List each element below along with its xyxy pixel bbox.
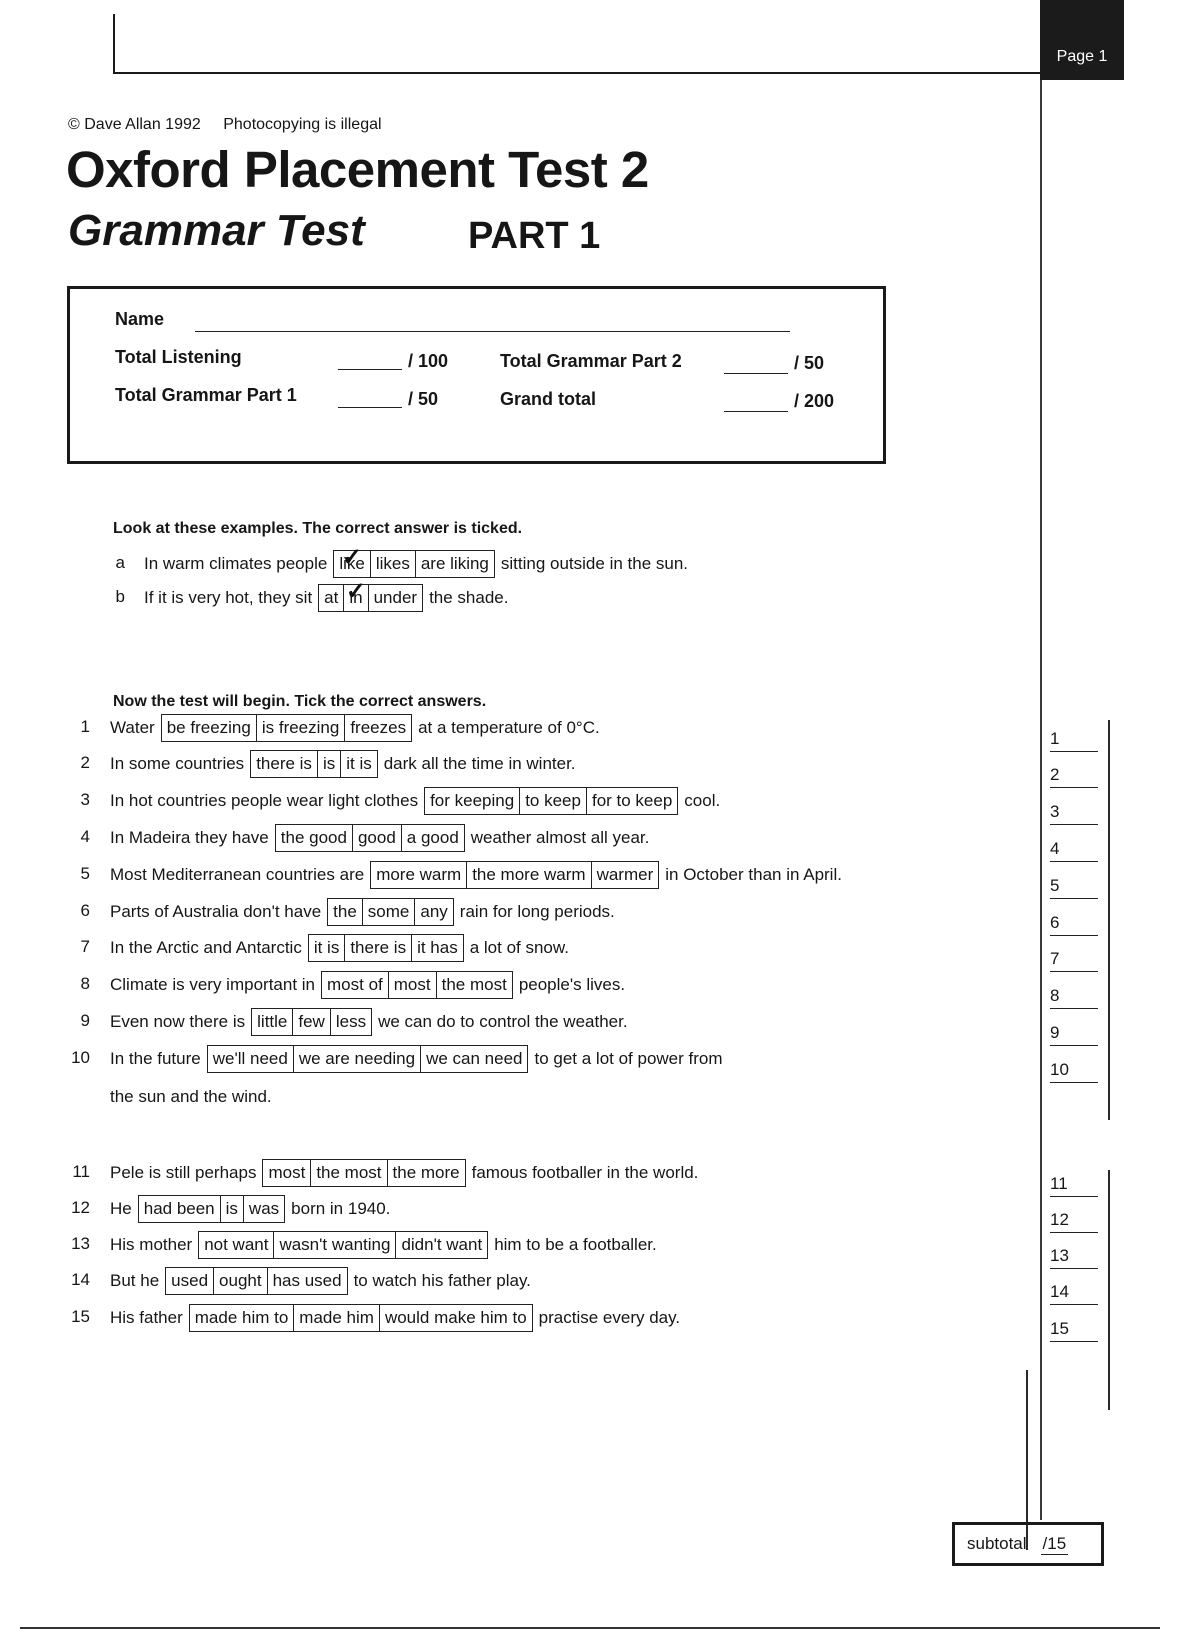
answer-option[interactable]: less [331,1008,372,1036]
answer-blank[interactable]: 12 [1050,1210,1098,1233]
question-number: 8 [80,974,90,993]
answer-option[interactable]: for keeping [424,787,520,815]
listening-field[interactable] [338,369,402,370]
question-row [110,897,615,927]
answer-option[interactable]: the [327,898,363,926]
answer-option[interactable]: the more warm [467,861,591,889]
question-stem: In the Arctic and Antarctic [110,938,302,957]
question-stem: In hot countries people wear light clothes [110,791,419,810]
answer-option[interactable]: is freezing [257,714,345,742]
question-row [110,823,649,853]
question-ending: weather almost all year. [470,828,650,847]
question-ending: in October than in April. [665,865,842,884]
test-instruction: Now the test will begin. Tick the correct answers. [113,693,487,710]
answer-option[interactable]: under [369,584,423,612]
answer-option[interactable]: is [221,1195,244,1223]
answer-options [198,1231,488,1259]
answer-option[interactable]: little [251,1008,293,1036]
answer-option[interactable]: be freezing [161,714,257,742]
answer-options [251,1008,372,1036]
answer-option[interactable]: there is [345,934,412,962]
example-label: a [115,553,125,572]
grand-total-max: / 200 [794,391,835,411]
question-number: 14 [71,1270,90,1289]
question-ending: practise every day. [538,1308,681,1327]
answer-option[interactable]: was [244,1195,285,1223]
answer-option[interactable]: any [415,898,453,926]
question-stem: He [110,1199,132,1218]
copyright-line [68,116,400,134]
answer-option[interactable]: to keep [520,787,587,815]
question-ending: to watch his father play. [353,1271,531,1290]
question-number: 4 [80,827,90,846]
answer-option[interactable]: didn't want [396,1231,488,1259]
question-ending: born in 1940. [291,1199,391,1218]
answer-option[interactable]: the most [311,1159,387,1187]
answer-options [424,787,678,815]
answer-blank[interactable]: 10 [1050,1060,1098,1083]
answer-option[interactable]: we'll need [207,1045,294,1073]
question-row [110,1303,680,1333]
answer-option[interactable]: few [293,1008,330,1036]
question-stem: If it is very hot, they sit [144,588,313,607]
header-corner-rule [113,14,115,74]
question-ending: rain for long periods. [459,902,615,921]
question-ending: famous footballer in the world. [471,1163,699,1182]
example-row [144,583,508,613]
question-stem: In warm climates people [144,554,328,573]
margin-rule [1040,80,1042,1520]
question-ending: people's lives. [518,975,626,994]
answer-blank[interactable]: 14 [1050,1282,1098,1305]
answer-option[interactable]: is [318,750,341,778]
answer-blank[interactable]: 4 [1050,839,1098,862]
question-row [110,933,569,963]
question-row [110,786,720,816]
question-number: 6 [80,901,90,920]
answer-option[interactable]: a good [402,824,465,852]
answer-blank[interactable]: 2 [1050,765,1098,788]
answer-option[interactable]: there is [250,750,318,778]
question-number: 12 [71,1198,90,1217]
question-row [110,970,625,1000]
answer-options [308,934,464,962]
answer-blank[interactable]: 15 [1050,1319,1098,1342]
question-number: 2 [80,753,90,772]
question-stem: Pele is still perhaps [110,1163,257,1182]
grammar2-max: / 50 [794,353,825,373]
answer-option[interactable]: in ✓ [344,584,368,612]
subtotal-value: /15 [1042,1533,1067,1553]
example-row [144,549,688,579]
grammar2-label: Total Grammar Part 2 [500,351,682,371]
page-tab: Page 1 [1040,0,1124,80]
grammar1-max: / 50 [408,389,439,409]
answer-column-rule [1108,720,1110,1120]
answer-blank[interactable]: 9 [1050,1023,1098,1046]
answer-blank[interactable]: 1 [1050,729,1098,752]
grand-total-label: Grand total [500,389,597,409]
answer-option[interactable]: would make him to [380,1304,533,1332]
answer-option[interactable]: has used [268,1267,348,1295]
question-ending: dark all the time in winter. [383,754,576,773]
grammar1-field[interactable] [338,407,402,408]
footer-rule [20,1627,1160,1629]
question-ending: at a temperature of 0°C. [418,718,600,737]
answer-options [321,971,513,999]
answer-options [370,861,659,889]
test-subtitle: Grammar Test [68,206,365,255]
answer-option[interactable]: we are needing [294,1045,421,1073]
answer-options [189,1304,533,1332]
question-row [110,1044,723,1074]
answer-option[interactable]: had been [138,1195,221,1223]
header-rule [113,72,1040,74]
question-stem: His father [110,1308,183,1327]
answer-option[interactable]: at [318,584,344,612]
question-number: 5 [80,864,90,883]
question-stem: His mother [110,1235,193,1254]
answer-blank[interactable]: 5 [1050,876,1098,899]
answer-option[interactable]: used [165,1267,214,1295]
question-number: 9 [80,1011,90,1030]
answer-options [333,550,495,578]
question-number: 10 [71,1048,90,1067]
question-stem: Water [110,718,155,737]
answer-option[interactable]: warmer [592,861,660,889]
question-ending: cool. [684,791,721,810]
answer-option[interactable]: good [353,824,402,852]
subtotal-label: subtotal [967,1534,1027,1553]
question-ending: we can do to control the weather. [378,1012,628,1031]
answer-option[interactable]: not want [198,1231,274,1259]
question-row [110,860,842,890]
answer-option[interactable]: most [389,971,437,999]
question-ending: to get a lot of power from [534,1049,723,1068]
answer-option[interactable]: freezes [345,714,412,742]
name-label: Name [115,309,165,329]
question-number: 11 [72,1162,90,1181]
answer-options [275,824,465,852]
answer-options [138,1195,285,1223]
subtotal-box [952,1522,1104,1566]
question-ending: a lot of snow. [469,938,569,957]
question-row [110,713,600,743]
question-stem: Climate is very important in [110,975,316,994]
photocopy-notice: Photocopying is illegal [223,116,382,133]
question-stem: Even now there is [110,1012,246,1031]
answer-options [318,584,423,612]
listening-label: Total Listening [115,347,242,367]
answer-option[interactable]: most [262,1159,311,1187]
answer-option[interactable]: the most [437,971,513,999]
example-label: b [115,587,125,606]
question-number: 7 [80,937,90,956]
answer-option[interactable]: made him [294,1304,380,1332]
answer-options [327,898,454,926]
answer-blank[interactable]: 13 [1050,1246,1098,1269]
answer-option[interactable]: it is [341,750,378,778]
grand-total-field[interactable] [724,411,788,412]
answer-blank[interactable]: 8 [1050,986,1098,1009]
examples-instruction: Look at these examples. The correct answer is ticked. [113,520,523,537]
question-row [110,1158,698,1188]
listening-max: / 100 [408,351,449,371]
answer-option[interactable]: are liking [416,550,495,578]
answer-option[interactable]: it has [412,934,464,962]
question-stem: Parts of Australia don't have [110,902,322,921]
answer-blank[interactable]: 6 [1050,913,1098,936]
answer-option[interactable]: wasn't wanting [274,1231,396,1259]
answer-option[interactable]: ought [214,1267,268,1295]
question-row [110,1230,657,1260]
answer-option[interactable]: most of [321,971,389,999]
answer-option[interactable]: it is [308,934,346,962]
answer-option[interactable]: more warm [370,861,467,889]
answer-option[interactable]: the good [275,824,353,852]
question-number: 15 [71,1307,90,1326]
answer-blank[interactable]: 3 [1050,802,1098,825]
answer-option[interactable]: some [363,898,416,926]
copyright: © Dave Allan 1992 [68,116,201,133]
answer-options [165,1267,347,1295]
question-ending: the shade. [429,588,509,607]
answer-option[interactable]: for to keep [587,787,678,815]
answer-option[interactable]: like ✓ [333,550,371,578]
answer-option[interactable]: we can need [421,1045,528,1073]
answer-option[interactable]: likes [371,550,416,578]
answer-blank[interactable]: 11 [1050,1174,1098,1197]
answer-option[interactable]: made him to [189,1304,295,1332]
question-number: 3 [80,790,90,809]
question-ending: sitting outside in the sun. [500,554,689,573]
question-continuation: the sun and the wind. [110,1087,272,1106]
part-label: PART 1 [468,215,601,257]
question-stem: Most Mediterranean countries are [110,865,365,884]
answer-option[interactable]: the more [388,1159,466,1187]
question-number: 13 [71,1234,90,1253]
answer-column-rule [1108,1170,1110,1410]
grammar2-field[interactable] [724,373,788,374]
answer-options [250,750,378,778]
page-title: Oxford Placement Test 2 [66,141,649,198]
grammar1-label: Total Grammar Part 1 [115,385,297,405]
answer-options [262,1159,465,1187]
answer-options [161,714,412,742]
question-row [110,749,576,779]
answer-blank[interactable]: 7 [1050,949,1098,972]
answer-options [207,1045,529,1073]
question-stem: In some countries [110,754,245,773]
name-field[interactable] [195,331,790,332]
score-box [67,286,886,464]
question-stem: In the future [110,1049,201,1068]
question-row [110,1266,531,1296]
question-stem: But he [110,1271,160,1290]
question-number: 1 [80,717,90,736]
question-ending: him to be a footballer. [494,1235,657,1254]
question-stem: In Madeira they have [110,828,269,847]
question-row [110,1007,628,1037]
question-row [110,1194,390,1224]
